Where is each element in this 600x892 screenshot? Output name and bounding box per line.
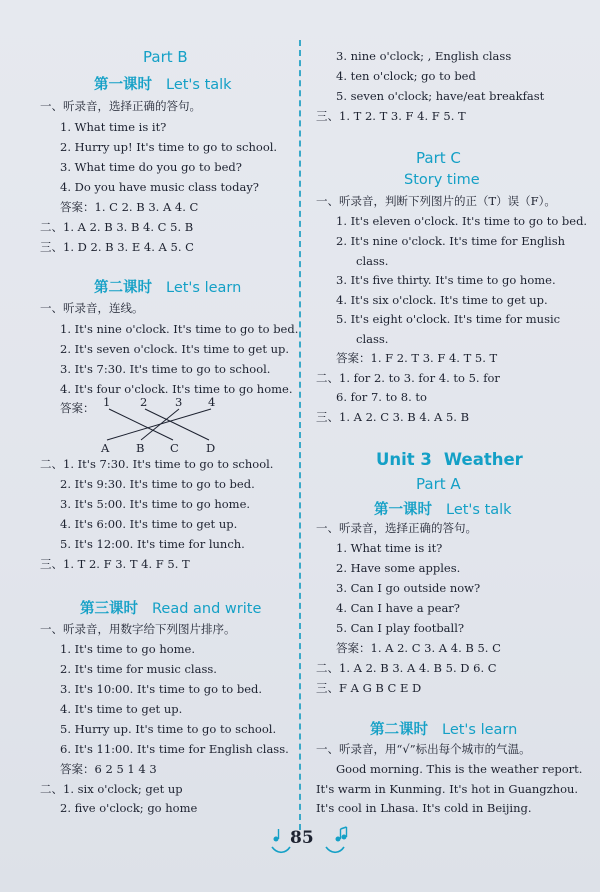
text-line: 6. for 7. to 8. to bbox=[336, 390, 427, 404]
text-line: 4. It's four o'clock. It's time to go home. bbox=[60, 382, 293, 396]
lesson-cn: 第二课时 bbox=[94, 280, 152, 296]
unit3-lesson-1-heading bbox=[374, 498, 512, 519]
text-line: 4. Can I have a pear? bbox=[336, 601, 460, 615]
text-line: 2. Hurry up! It's time to go to school. bbox=[60, 140, 278, 154]
text-line: class. bbox=[356, 254, 389, 268]
text-line: 答案：1. C 2. B 3. A 4. C bbox=[60, 200, 199, 214]
text-line: 3. It's 10:00. It's time to go to bed. bbox=[60, 682, 263, 696]
text-line: It's warm in Kunming. It's hot in Guangzhou. bbox=[316, 782, 579, 796]
text-line: 1. What time is it? bbox=[336, 541, 443, 555]
page-footer bbox=[268, 825, 348, 855]
text-line: 3. Can I go outside now? bbox=[336, 581, 481, 595]
text-line: 2. It's 9:30. It's time to go to bed. bbox=[60, 477, 255, 491]
match-label: 答案： bbox=[60, 401, 95, 415]
match-top-1: 1 bbox=[103, 395, 111, 409]
text-line: 答案：6 2 5 1 4 3 bbox=[60, 762, 157, 776]
lesson-en: Let's learn bbox=[166, 280, 242, 296]
text-line: 4. ten o'clock; go to bed bbox=[336, 69, 476, 83]
text-line: 三、1. D 2. B 3. E 4. A 5. C bbox=[40, 240, 194, 254]
text-line: 2. It's nine o'clock. It's time for English bbox=[336, 234, 566, 248]
lesson-cn: 第二课时 bbox=[370, 722, 428, 738]
text-line: 三、1. A 2. C 3. B 4. A 5. B bbox=[316, 410, 470, 424]
match-bottom-d: D bbox=[206, 441, 216, 455]
text-line: 1. It's time to go home. bbox=[60, 642, 196, 656]
text-line: 二、1. A 2. B 3. A 4. B 5. D 6. C bbox=[316, 661, 497, 675]
text-line: 2. five o'clock; go home bbox=[60, 801, 198, 815]
part-a-heading: Part A bbox=[416, 475, 461, 493]
lesson-cn: 第三课时 bbox=[80, 601, 138, 617]
match-line-2-d bbox=[145, 409, 209, 440]
text-line: 3. It's 7:30. It's time to go to school. bbox=[60, 362, 271, 376]
unit-title: Weather bbox=[443, 450, 523, 469]
text-line: 3. It's 5:00. It's time to go home. bbox=[60, 497, 251, 511]
text-line: 5. It's 12:00. It's time for lunch. bbox=[60, 537, 245, 551]
text-line: 1. It's nine o'clock. It's time to go to bed. bbox=[60, 322, 299, 336]
story-time-heading: Story time bbox=[404, 172, 480, 188]
lesson-en: Read and write bbox=[152, 601, 262, 617]
part-b-heading: Part B bbox=[143, 48, 188, 66]
text-line: 5. It's eight o'clock. It's time for music bbox=[336, 312, 561, 326]
lesson-en: Let's learn bbox=[442, 722, 518, 738]
text-line: 5. Hurry up. It's time to go to school. bbox=[60, 722, 277, 736]
text-line: 2. It's time for music class. bbox=[60, 662, 217, 676]
text-line: It's cool in Lhasa. It's cold in Beijing. bbox=[316, 801, 532, 815]
text-line: 1. It's eleven o'clock. It's time to go to bed. bbox=[336, 214, 588, 228]
text-line: 一、听录音，选择正确的答句。 bbox=[316, 521, 477, 535]
text-line: 二、1. It's 7:30. It's time to go to school. bbox=[40, 457, 274, 471]
text-line: 一、听录音，连线。 bbox=[40, 301, 144, 315]
text-line: 4. It's six o'clock. It's time to get up. bbox=[336, 293, 548, 307]
text-line: 一、听录音，用“√”标出每个城市的气温。 bbox=[316, 742, 531, 756]
text-line: 二、1. six o'clock; get up bbox=[40, 782, 183, 796]
column-divider bbox=[299, 40, 301, 830]
lesson-cn: 第一课时 bbox=[374, 502, 432, 518]
lesson-en: Let's talk bbox=[446, 502, 512, 518]
text-line: 3. What time do you go to bed? bbox=[60, 160, 242, 174]
page-number: 85 bbox=[290, 828, 314, 848]
match-line-1-c bbox=[109, 409, 173, 440]
text-line: 4. Do you have music class today? bbox=[60, 180, 259, 194]
text-line: 3. It's five thirty. It's time to go home. bbox=[336, 273, 556, 287]
text-line: 三、1. T 2. T 3. F 4. F 5. T bbox=[316, 109, 466, 123]
unit-3-heading bbox=[376, 450, 523, 469]
text-line: 答案：1. F 2. T 3. F 4. T 5. T bbox=[336, 351, 498, 365]
match-bottom-b: B bbox=[136, 441, 145, 455]
text-line: 2. It's seven o'clock. It's time to get up. bbox=[60, 342, 290, 356]
match-line-4-a bbox=[107, 409, 211, 440]
text-line: 1. What time is it? bbox=[60, 120, 167, 134]
text-line: Good morning. This is the weather report. bbox=[336, 762, 583, 776]
text-line: 4. It's 6:00. It's time to get up. bbox=[60, 517, 238, 531]
lesson-cn: 第一课时 bbox=[94, 77, 152, 93]
text-line: 3. nine o'clock; , English class bbox=[336, 49, 512, 63]
text-line: 5. Can I play football? bbox=[336, 621, 465, 635]
match-top-2: 2 bbox=[140, 395, 148, 409]
text-line: 5. seven o'clock; have/eat breakfast bbox=[336, 89, 545, 103]
text-line: 一、听录音，选择正确的答句。 bbox=[40, 99, 201, 113]
lesson-en: Let's talk bbox=[166, 77, 232, 93]
text-line: 二、1. for 2. to 3. for 4. to 5. for bbox=[316, 371, 500, 385]
text-line: 4. It's time to get up. bbox=[60, 702, 183, 716]
match-top-4: 4 bbox=[208, 395, 216, 409]
text-line: 三、1. T 2. F 3. T 4. F 5. T bbox=[40, 557, 190, 571]
lesson-2-heading bbox=[94, 276, 241, 297]
match-bottom-a: A bbox=[101, 441, 110, 455]
unit3-lesson-2-heading bbox=[370, 718, 517, 739]
matching-diagram bbox=[95, 394, 235, 456]
lesson-3-heading bbox=[80, 597, 261, 618]
text-line: 一、听录音，判断下列图片的正（T）误（F）。 bbox=[316, 194, 556, 208]
match-top-3: 3 bbox=[175, 395, 183, 409]
lesson-1-heading bbox=[94, 73, 232, 94]
text-line: 二、1. A 2. B 3. B 4. C 5. B bbox=[40, 220, 194, 234]
match-bottom-c: C bbox=[170, 441, 179, 455]
text-line: class. bbox=[356, 332, 389, 346]
unit-number: Unit 3 bbox=[376, 450, 432, 469]
text-line: 三、F A G B C E D bbox=[316, 681, 422, 695]
text-line: 2. Have some apples. bbox=[336, 561, 461, 575]
part-c-heading: Part C bbox=[416, 149, 461, 167]
text-line: 一、听录音，用数字给下列图片排序。 bbox=[40, 622, 236, 636]
text-line: 答案：1. A 2. C 3. A 4. B 5. C bbox=[336, 641, 501, 655]
text-line: 6. It's 11:00. It's time for English class. bbox=[60, 742, 289, 756]
